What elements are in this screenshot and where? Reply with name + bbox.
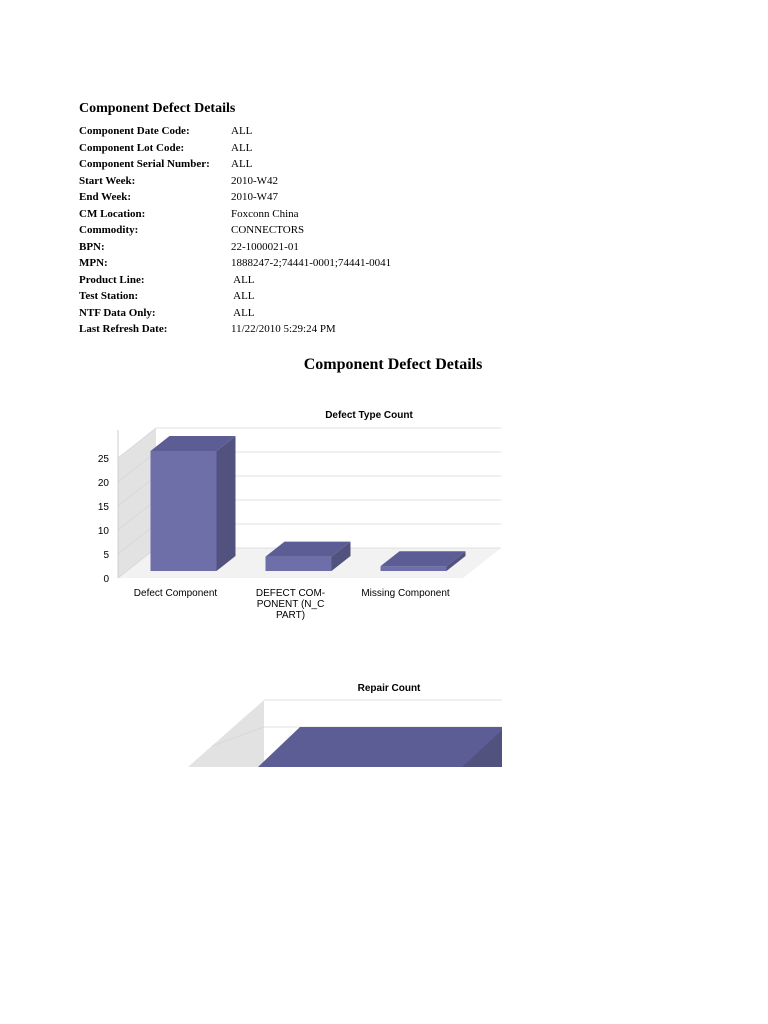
param-label: MPN:: [79, 257, 108, 269]
y-tick-label: 0: [103, 574, 109, 585]
param-value: Foxconn China: [231, 207, 299, 220]
chart-title: Defect Type Count: [325, 410, 413, 421]
chart-side-wall: [188, 700, 264, 767]
param-label: Commodity:: [79, 224, 139, 236]
param-label: NTF Data Only:: [79, 306, 156, 319]
bar: [151, 436, 236, 571]
param-label: Component Date Code:: [79, 125, 190, 137]
param-label: Test Station:: [79, 290, 139, 302]
param-value: 2010-W42: [231, 174, 279, 187]
param-label: Product Line:: [79, 273, 145, 286]
param-value: 22-1000021-01: [231, 240, 299, 253]
report-title: Component Defect Details: [79, 101, 236, 116]
x-tick-label: PART): [275, 610, 306, 621]
y-tick-label: 10: [97, 526, 109, 537]
y-tick-label: 25: [97, 454, 109, 465]
param-value: CONNECTORS: [231, 224, 305, 236]
param-label: Start Week:: [79, 174, 136, 187]
x-tick-label: DEFECT COM-: [255, 588, 326, 599]
param-label: Component Serial Number:: [79, 158, 210, 170]
x-tick-label: Missing Component: [361, 588, 450, 599]
x-tick-label: Defect Component: [133, 588, 218, 599]
param-value: ALL: [231, 273, 255, 286]
y-tick-label: 15: [97, 502, 109, 513]
section-title: Component Defect Details: [303, 356, 483, 373]
defect-type-count-chart: [0, 400, 520, 630]
bar-front: [151, 451, 217, 571]
param-value: ALL: [231, 306, 255, 319]
param-value: ALL: [231, 158, 253, 170]
param-label: Component Lot Code:: [79, 141, 185, 154]
bar-side: [217, 436, 236, 571]
param-label: Last Refresh Date:: [79, 323, 168, 335]
param-label: CM Location:: [79, 207, 146, 220]
param-label: BPN:: [79, 240, 105, 253]
param-value: ALL: [231, 290, 255, 302]
repair-count-chart: [0, 675, 520, 767]
param-value: ALL: [231, 141, 253, 154]
param-value: ALL: [231, 125, 253, 137]
param-value: 2010-W47: [231, 191, 279, 203]
chart-title: Repair Count: [357, 683, 421, 694]
param-value: 1888247-2;74441-0001;74441-0041: [231, 257, 392, 269]
param-label: End Week:: [79, 191, 132, 203]
bar-front: [266, 557, 332, 571]
bar-front: [381, 566, 447, 571]
x-tick-label: PONENT (N_C: [256, 599, 325, 610]
y-tick-label: 20: [97, 478, 109, 489]
param-value: 11/22/2010 5:29:24 PM: [231, 323, 336, 335]
bar-top: [258, 727, 502, 767]
y-tick-label: 5: [103, 550, 109, 561]
